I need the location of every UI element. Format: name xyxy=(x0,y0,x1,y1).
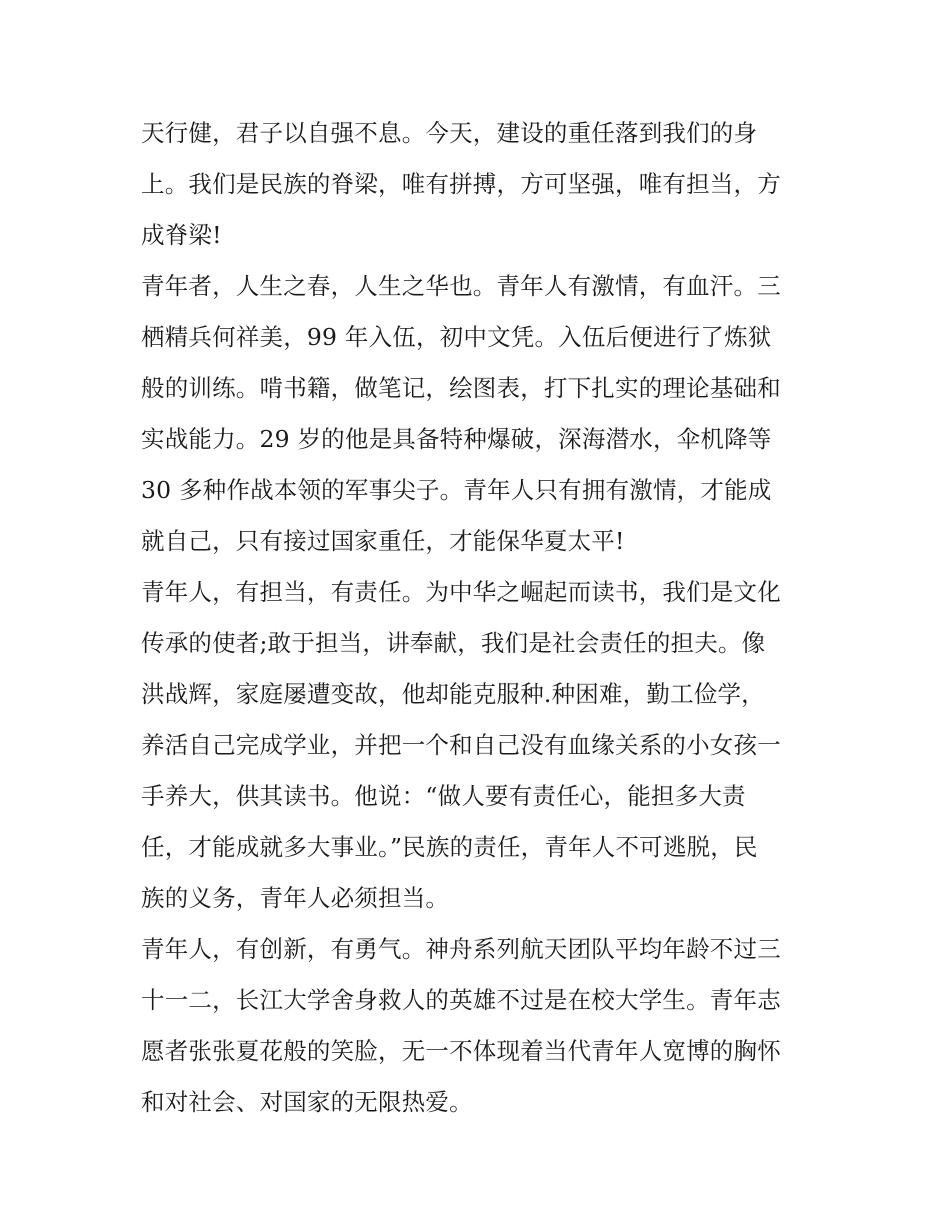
text-line: 和对社会、对国家的无限热爱。 xyxy=(141,1088,473,1116)
text-line: 青年人，有创新，有勇气。神舟系列航天团队平均年龄不过三 xyxy=(141,935,781,963)
text-line: 洪战辉，家庭屡遭变故，他却能克服种.种困难，勤工俭学， xyxy=(141,680,765,708)
text-line: 就自己，只有接过国家重任，才能保华夏太平! xyxy=(141,527,625,555)
text-line: 30 多种作战本领的军事尖子。青年人只有拥有激情，才能成 xyxy=(141,476,772,504)
text-line: 青年者，人生之春，人生之华也。青年人有激情，有血汗。三 xyxy=(141,272,781,300)
text-line: 手养大，供其读书。他说：“做人要有责任心，能担多大责 xyxy=(141,782,746,810)
text-line: 般的训练。啃书籍，做笔记，绘图表，打下扎实的理论基础和 xyxy=(141,374,781,402)
text-line: 愿者张张夏花般的笑脸，无一不体现着当代青年人宽博的胸怀 xyxy=(141,1037,781,1065)
text-line: 传承的使者;敢于担当，讲奉献，我们是社会责任的担夫。像 xyxy=(141,629,766,657)
text-line: 养活自己完成学业，并把一个和自己没有血缘关系的小女孩一 xyxy=(141,731,781,759)
text-line: 上。我们是民族的脊梁，唯有拼搏，方可坚强，唯有担当，方 xyxy=(141,170,781,198)
text-line: 实战能力。29 岁的他是具备特种爆破，深海潜水，伞机降等 xyxy=(141,425,772,453)
text-line: 青年人，有担当，有责任。为中华之崛起而读书，我们是文化 xyxy=(141,578,781,606)
text-line: 族的义务，青年人必须担当。 xyxy=(141,884,450,912)
text-line: 天行健，君子以自强不息。今天，建设的重任落到我们的身 xyxy=(141,119,758,147)
text-line: 成脊梁! xyxy=(141,221,222,249)
text-line: 栖精兵何祥美，99 年入伍，初中文凭。入伍后便进行了炼狱 xyxy=(141,323,772,351)
text-line: 十一二，长江大学舍身救人的英雄不过是在校大学生。青年志 xyxy=(141,986,781,1014)
text-line: 任，才能成就多大事业。”民族的责任，青年人不可逃脱，民 xyxy=(141,833,758,861)
body-text xyxy=(141,108,821,1128)
